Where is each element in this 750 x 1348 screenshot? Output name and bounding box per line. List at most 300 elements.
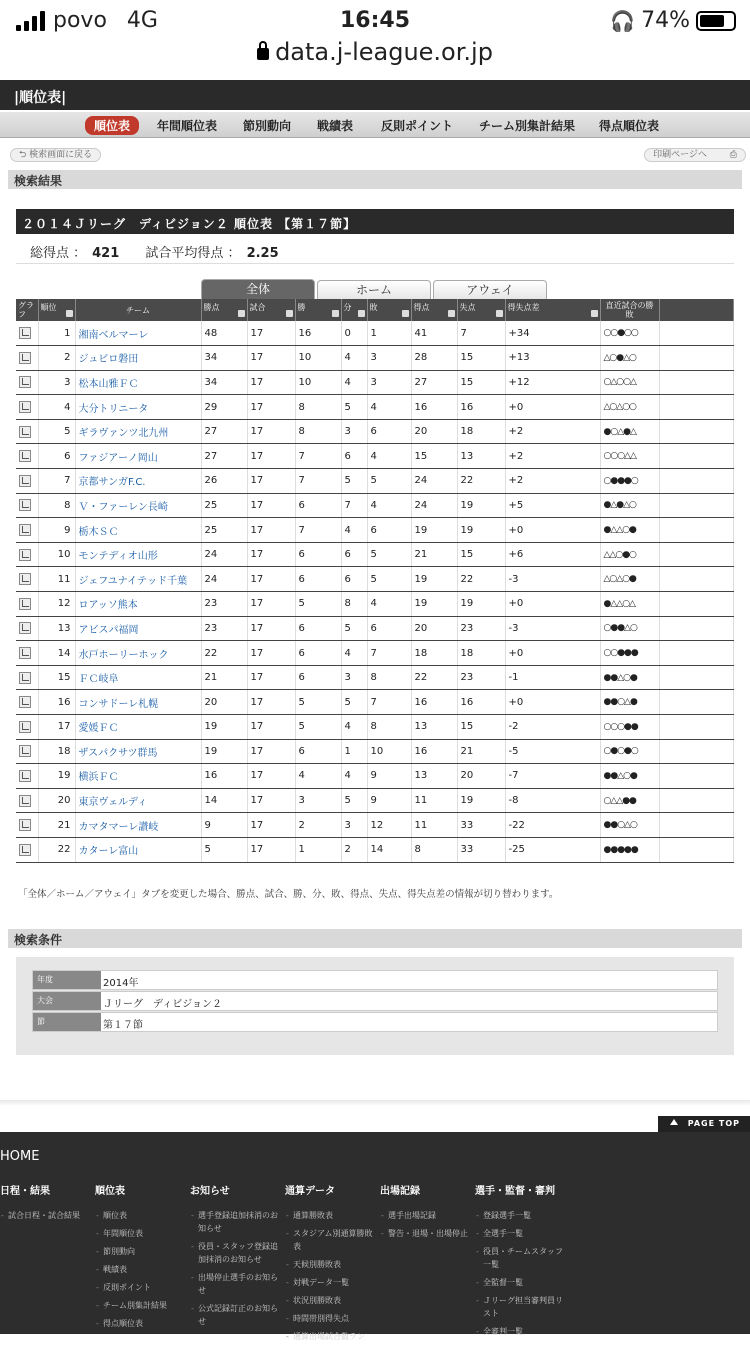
rank-cell: 7 (38, 469, 75, 494)
network-type: 4G (126, 8, 158, 33)
graph-cell (16, 788, 38, 813)
col-goals-against[interactable] (457, 299, 505, 321)
clock: 16:45 (339, 8, 411, 33)
table-row (16, 641, 734, 666)
rank-cell: 13 (38, 616, 75, 641)
back-to-search-button[interactable]: ⮌ 検索画面に戻る (10, 148, 101, 162)
stat-cell-l: 5 (367, 542, 411, 567)
col-gf-label: 得点 (413, 303, 430, 312)
stat-cell-g: 17 (247, 641, 295, 666)
table-row (16, 739, 734, 764)
footer-link[interactable]: - 役員・チームスタッフ一覧 (475, 1245, 569, 1271)
footer-link[interactable]: - 役員・スタッフ登録追加抹消のお知らせ (190, 1240, 284, 1266)
tab-results-table[interactable]: 戦績表 (317, 119, 354, 133)
footer-link[interactable]: - 状況別勝敗表 (285, 1294, 379, 1307)
standings-body (16, 321, 734, 862)
graph-icon[interactable] (19, 647, 31, 659)
col-recent (600, 299, 659, 321)
stat-cell-gf: 19 (411, 592, 457, 617)
recent-results: ●△●△○ (600, 493, 659, 518)
stat-cell-d: 5 (341, 469, 367, 494)
table-row (16, 715, 734, 740)
tab-overall[interactable]: 全体 (201, 279, 315, 299)
col-games[interactable] (247, 299, 295, 321)
tab-home[interactable]: ホーム (317, 280, 431, 299)
footer-link[interactable]: - 戦績表 (95, 1263, 189, 1276)
stat-cell-g: 17 (247, 739, 295, 764)
stat-cell-l: 6 (367, 616, 411, 641)
team-link[interactable]: 湘南ベルマーレ (75, 321, 201, 346)
col-rank-label: 順位 (40, 303, 57, 312)
stat-cell-g: 17 (247, 616, 295, 641)
graph-cell (16, 616, 38, 641)
stat-cell-d: 1 (341, 739, 367, 764)
team-link[interactable]: 横浜ＦＣ (75, 764, 201, 789)
stat-cell-w: 10 (295, 346, 341, 371)
stat-cell-l: 4 (367, 395, 411, 420)
table-row (16, 616, 734, 641)
graph-icon[interactable] (19, 721, 31, 733)
stat-cell-w: 2 (295, 813, 341, 838)
rank-cell: 11 (38, 567, 75, 592)
stat-cell-d: 3 (341, 665, 367, 690)
stat-cell-l: 14 (367, 837, 411, 862)
graph-cell (16, 370, 38, 395)
footer-column-head: 通算データ (285, 1186, 335, 1197)
stat-cell-ga: 19 (457, 592, 505, 617)
stat-cell-l: 4 (367, 592, 411, 617)
stat-cell-d: 3 (341, 813, 367, 838)
stat-cell-l: 1 (367, 321, 411, 346)
recent-results: ○○●○○ (600, 321, 659, 346)
recent-results: △○△○● (600, 567, 659, 592)
stat-cell-w: 6 (295, 665, 341, 690)
tab-team-stats[interactable]: チーム別集計結果 (479, 119, 576, 133)
graph-icon[interactable] (19, 549, 31, 561)
sort-icon[interactable] (358, 310, 365, 317)
footer-link[interactable]: - 試合日程・試合結果 (0, 1209, 94, 1222)
sort-icon[interactable] (496, 310, 503, 317)
stat-cell-d: 6 (341, 567, 367, 592)
tab-foul-points[interactable]: 反則ポイント (381, 119, 454, 133)
headphones-icon: 🎧 (610, 8, 636, 33)
stat-cell-ga: 15 (457, 715, 505, 740)
stat-cell-d: 5 (341, 690, 367, 715)
footer-link[interactable]: - 対戦データ一覧 (285, 1276, 379, 1289)
team-link[interactable]: ザスパクサツ群馬 (75, 739, 201, 764)
spacer-cell (659, 370, 734, 395)
team-link[interactable]: ＦＣ岐阜 (75, 665, 201, 690)
condition-key: 年度 (33, 971, 101, 989)
col-wins-label: 勝 (297, 303, 306, 312)
stat-cell-w: 5 (295, 690, 341, 715)
rank-cell: 9 (38, 518, 75, 543)
spacer-cell (659, 395, 734, 420)
spacer-cell (659, 592, 734, 617)
sort-icon[interactable] (286, 310, 293, 317)
stat-cell-l: 12 (367, 813, 411, 838)
stat-cell-d: 4 (341, 641, 367, 666)
team-link[interactable]: 東京ヴェルディ (75, 788, 201, 813)
stat-cell-w: 16 (295, 321, 341, 346)
footer-link[interactable]: - 選手登録追加抹消のお知らせ (190, 1209, 284, 1235)
col-wins[interactable] (295, 299, 341, 321)
stat-cell-pts: 23 (201, 616, 247, 641)
stat-cell-pts: 29 (201, 395, 247, 420)
stat-cell-gf: 16 (411, 395, 457, 420)
spacer-cell (659, 764, 734, 789)
graph-icon[interactable] (19, 672, 31, 684)
rank-cell: 14 (38, 641, 75, 666)
sort-icon[interactable] (591, 310, 598, 317)
stat-cell-w: 3 (295, 788, 341, 813)
col-losses-label: 敗 (369, 303, 378, 312)
footer-link[interactable]: - 天候別勝敗表 (285, 1258, 379, 1271)
address-bar[interactable] (0, 38, 750, 66)
condition-row (32, 1012, 718, 1032)
battery-percent: 74% (641, 8, 690, 33)
stat-cell-ga: 19 (457, 493, 505, 518)
footer-link[interactable]: - 全審判一覧 (475, 1325, 569, 1338)
stat-cell-gf: 22 (411, 665, 457, 690)
graph-icon[interactable] (19, 573, 31, 585)
footer-link[interactable]: - 全選手一覧 (475, 1227, 569, 1240)
sort-icon[interactable] (238, 310, 245, 317)
footer-link[interactable]: - 時間帯別得失点 (285, 1312, 379, 1325)
spacer-cell (659, 321, 734, 346)
avg-goals-value: 2.25 (246, 246, 279, 261)
stat-cell-pts: 48 (201, 321, 247, 346)
stat-cell-pts: 27 (201, 444, 247, 469)
graph-cell (16, 419, 38, 444)
condition-row (32, 970, 718, 990)
stat-cell-gd: -25 (505, 837, 600, 862)
recent-results: ○●●△○ (600, 616, 659, 641)
graph-icon[interactable] (19, 499, 31, 511)
rank-cell: 10 (38, 542, 75, 567)
col-gd-label: 得失点差 (507, 303, 540, 312)
team-link[interactable]: 松本山雅ＦＣ (75, 370, 201, 395)
tab-scorer-ranking[interactable]: 得点順位表 (599, 119, 660, 133)
stat-cell-gd: +0 (505, 395, 600, 420)
rank-cell: 1 (38, 321, 75, 346)
graph-cell (16, 493, 38, 518)
team-link[interactable]: カターレ富山 (75, 837, 201, 862)
team-link[interactable]: ロアッソ熊本 (75, 592, 201, 617)
recent-results: ●●△○● (600, 764, 659, 789)
page-top-button[interactable]: PAGE TOP (658, 1116, 750, 1132)
team-link[interactable]: 京都サンガF.C. (75, 469, 201, 494)
footer-column-head: 順位表 (95, 1186, 125, 1197)
col-team-label: チーム (126, 305, 150, 315)
team-link[interactable]: Ｖ・ファーレン長崎 (75, 493, 201, 518)
recent-results: △○●△○ (600, 346, 659, 371)
stat-cell-d: 5 (341, 395, 367, 420)
stat-cell-d: 4 (341, 346, 367, 371)
stat-cell-ga: 15 (457, 542, 505, 567)
team-link[interactable]: 愛媛ＦＣ (75, 715, 201, 740)
graph-icon[interactable] (19, 795, 31, 807)
table-row (16, 518, 734, 543)
table-row (16, 469, 734, 494)
footer-link[interactable]: - 出場停止選手のお知らせ (190, 1271, 284, 1297)
team-link[interactable]: モンテディオ山形 (75, 542, 201, 567)
tab-standings[interactable]: 順位表 (85, 116, 139, 135)
sort-icon[interactable] (66, 310, 73, 317)
graph-cell (16, 592, 38, 617)
stat-cell-g: 17 (247, 469, 295, 494)
tab-away[interactable]: アウェイ (433, 280, 547, 299)
recent-results: ○○○●● (600, 715, 659, 740)
table-row (16, 665, 734, 690)
stat-cell-ga: 22 (457, 469, 505, 494)
footer-column (95, 1182, 189, 1335)
footer-link[interactable]: - Ｊリーグ担当審判員リスト (475, 1294, 569, 1320)
recent-results: ○●●●○ (600, 469, 659, 494)
table-row (16, 542, 734, 567)
stat-cell-gf: 27 (411, 370, 457, 395)
stat-cell-gf: 15 (411, 444, 457, 469)
team-link[interactable]: コンサドーレ札幌 (75, 690, 201, 715)
spacer-cell (659, 788, 734, 813)
graph-icon[interactable] (19, 622, 31, 634)
footer-link[interactable]: - 通算出場試合数ラン (285, 1330, 379, 1343)
tab-round-trends[interactable]: 節別動向 (243, 119, 292, 133)
spacer-cell (659, 542, 734, 567)
footer-link[interactable]: - スタジアム別通算勝敗表 (285, 1227, 379, 1253)
stat-cell-w: 10 (295, 370, 341, 395)
spacer-cell (659, 739, 734, 764)
stat-cell-g: 17 (247, 370, 295, 395)
team-link[interactable]: カマタマーレ讃岐 (75, 813, 201, 838)
footer-home-link[interactable]: HOME (0, 1149, 40, 1164)
graph-cell (16, 739, 38, 764)
footer-column (0, 1182, 94, 1227)
footer-link[interactable]: - 得点順位表 (95, 1317, 189, 1330)
stat-cell-g: 17 (247, 444, 295, 469)
graph-icon[interactable] (19, 598, 31, 610)
spacer-cell (659, 346, 734, 371)
team-link[interactable]: アビスパ福岡 (75, 616, 201, 641)
col-ga-label: 失点 (459, 303, 476, 312)
avg-goals-label: 試合平均得点 ： (145, 246, 241, 261)
total-goals-value: 421 (92, 246, 120, 261)
team-link[interactable]: ファジアーノ岡山 (75, 444, 201, 469)
stat-cell-ga: 15 (457, 346, 505, 371)
graph-icon[interactable] (19, 745, 31, 757)
stat-cell-g: 17 (247, 690, 295, 715)
stat-cell-l: 7 (367, 690, 411, 715)
footer-link[interactable]: - チーム別集計結果 (95, 1299, 189, 1312)
stat-cell-g: 17 (247, 715, 295, 740)
stat-cell-ga: 18 (457, 419, 505, 444)
recent-results: ○△△●● (600, 788, 659, 813)
team-link[interactable]: ジュビロ磐田 (75, 346, 201, 371)
recent-results: ○○●●● (600, 641, 659, 666)
stat-cell-ga: 23 (457, 616, 505, 641)
col-draws[interactable] (341, 299, 367, 321)
table-title: ２０１４Ｊリーグ ディビジョン２ 順位表 【第１７節】 (16, 209, 734, 234)
team-link[interactable]: 水戸ホーリーホック (75, 641, 201, 666)
rank-cell: 16 (38, 690, 75, 715)
recent-results: ●○△●△ (600, 419, 659, 444)
footer-link[interactable]: - 通算勝敗表 (285, 1209, 379, 1222)
rank-cell: 3 (38, 370, 75, 395)
col-goal-diff[interactable] (505, 299, 600, 321)
col-games-label: 試合 (249, 303, 266, 312)
rank-cell: 8 (38, 493, 75, 518)
stat-cell-l: 10 (367, 739, 411, 764)
spacer-cell (659, 641, 734, 666)
stat-cell-gd: -5 (505, 739, 600, 764)
total-goals-label: 総得点 ： (30, 246, 87, 261)
footer-link[interactable]: - 反則ポイント (95, 1281, 189, 1294)
graph-cell (16, 567, 38, 592)
stat-cell-gd: +6 (505, 542, 600, 567)
team-link[interactable]: ジェフユナイテッド千葉 (75, 567, 201, 592)
graph-icon[interactable] (19, 401, 31, 413)
stat-cell-pts: 21 (201, 665, 247, 690)
stat-cell-gf: 41 (411, 321, 457, 346)
table-row (16, 837, 734, 862)
stat-cell-gf: 19 (411, 518, 457, 543)
col-losses[interactable] (367, 299, 411, 321)
stat-cell-pts: 25 (201, 493, 247, 518)
stat-cell-g: 17 (247, 665, 295, 690)
stat-cell-pts: 24 (201, 567, 247, 592)
stat-cell-gf: 11 (411, 813, 457, 838)
recent-results: ●●●●● (600, 837, 659, 862)
footer-column (475, 1182, 569, 1343)
stat-cell-pts: 23 (201, 592, 247, 617)
graph-icon[interactable] (19, 844, 31, 856)
condition-key: 大会 (33, 992, 101, 1010)
stat-cell-gf: 21 (411, 542, 457, 567)
team-link[interactable]: ギラヴァンツ北九州 (75, 419, 201, 444)
table-row (16, 346, 734, 371)
table-row (16, 788, 734, 813)
footer-link[interactable]: - 登録選手一覧 (475, 1209, 569, 1222)
condition-key: 節 (33, 1013, 101, 1031)
stat-cell-pts: 34 (201, 346, 247, 371)
stat-cell-ga: 19 (457, 788, 505, 813)
col-graph-label: グラフ (18, 301, 34, 319)
stat-cell-d: 6 (341, 542, 367, 567)
carrier-name: povo (53, 8, 107, 33)
tab-annual-standings[interactable]: 年間順位表 (157, 119, 218, 133)
footer-link[interactable]: - 順位表 (95, 1209, 189, 1222)
table-row (16, 321, 734, 346)
col-rank[interactable] (38, 299, 75, 321)
stat-cell-pts: 20 (201, 690, 247, 715)
footer-link[interactable]: - 公式記録訂正のお知らせ (190, 1302, 284, 1328)
stat-cell-pts: 5 (201, 837, 247, 862)
graph-icon[interactable] (19, 426, 31, 438)
stat-cell-w: 5 (295, 592, 341, 617)
team-link[interactable]: 大分トリニータ (75, 395, 201, 420)
stat-cell-gd: -1 (505, 665, 600, 690)
stat-cell-g: 17 (247, 419, 295, 444)
rank-cell: 2 (38, 346, 75, 371)
col-team (75, 299, 201, 321)
footer-column-head: 出場記録 (380, 1186, 420, 1197)
col-points-label: 勝点 (203, 303, 220, 312)
table-row (16, 764, 734, 789)
col-recent-label: 直近試合の勝敗 (605, 301, 654, 319)
graph-icon[interactable] (19, 524, 31, 536)
rank-cell: 12 (38, 592, 75, 617)
stat-cell-pts: 24 (201, 542, 247, 567)
footer-link[interactable]: - 警告・退場・出場停止 (380, 1227, 474, 1240)
stat-cell-g: 17 (247, 518, 295, 543)
footer-link[interactable]: - 全監督一覧 (475, 1276, 569, 1289)
condition-row (32, 991, 718, 1011)
stat-cell-ga: 23 (457, 665, 505, 690)
stat-cell-gd: +34 (505, 321, 600, 346)
stat-cell-d: 4 (341, 518, 367, 543)
stat-cell-gf: 19 (411, 567, 457, 592)
footer-link[interactable]: - 年間順位表 (95, 1227, 189, 1240)
stat-cell-ga: 15 (457, 370, 505, 395)
nav-tabs (0, 112, 750, 138)
graph-icon[interactable] (19, 376, 31, 388)
graph-icon[interactable] (19, 352, 31, 364)
footer-column-head: 選手・監督・審判 (475, 1186, 555, 1197)
recent-results: ○○○△△ (600, 444, 659, 469)
rank-cell: 18 (38, 739, 75, 764)
condition-value: Ｊリーグ ディビジョン２ (103, 999, 222, 1010)
graph-cell (16, 813, 38, 838)
graph-icon[interactable] (19, 327, 31, 339)
graph-icon[interactable] (19, 770, 31, 782)
stat-cell-gd: +0 (505, 690, 600, 715)
recent-results: ●△△○△ (600, 592, 659, 617)
footer-link[interactable]: - 選手出場記録 (380, 1209, 474, 1222)
print-page-button[interactable] (644, 148, 746, 162)
recent-results: ●●○△○ (600, 813, 659, 838)
team-link[interactable]: 栃木ＳＣ (75, 518, 201, 543)
col-goals-for[interactable] (411, 299, 457, 321)
footer-link[interactable]: - 節別動向 (95, 1245, 189, 1258)
stat-cell-g: 17 (247, 837, 295, 862)
graph-icon[interactable] (19, 819, 31, 831)
stat-cell-gf: 16 (411, 739, 457, 764)
stat-cell-l: 3 (367, 346, 411, 371)
footer-column (285, 1182, 379, 1348)
footer-column-head: お知らせ (190, 1186, 230, 1197)
rank-cell: 20 (38, 788, 75, 813)
stat-cell-w: 5 (295, 715, 341, 740)
table-header-row (16, 299, 734, 321)
stat-cell-ga: 33 (457, 813, 505, 838)
graph-icon[interactable] (19, 450, 31, 462)
sort-icon[interactable] (332, 310, 339, 317)
recent-results: ○●○●○ (600, 739, 659, 764)
graph-icon[interactable] (19, 475, 31, 487)
sort-icon[interactable] (402, 310, 409, 317)
col-points[interactable] (201, 299, 247, 321)
stat-cell-l: 9 (367, 788, 411, 813)
stat-cell-ga: 16 (457, 395, 505, 420)
stat-cell-g: 17 (247, 592, 295, 617)
status-bar (0, 0, 750, 80)
stat-cell-pts: 16 (201, 764, 247, 789)
stat-cell-g: 17 (247, 567, 295, 592)
graph-icon[interactable] (19, 696, 31, 708)
stat-cell-pts: 22 (201, 641, 247, 666)
sort-icon[interactable] (448, 310, 455, 317)
graph-cell (16, 444, 38, 469)
